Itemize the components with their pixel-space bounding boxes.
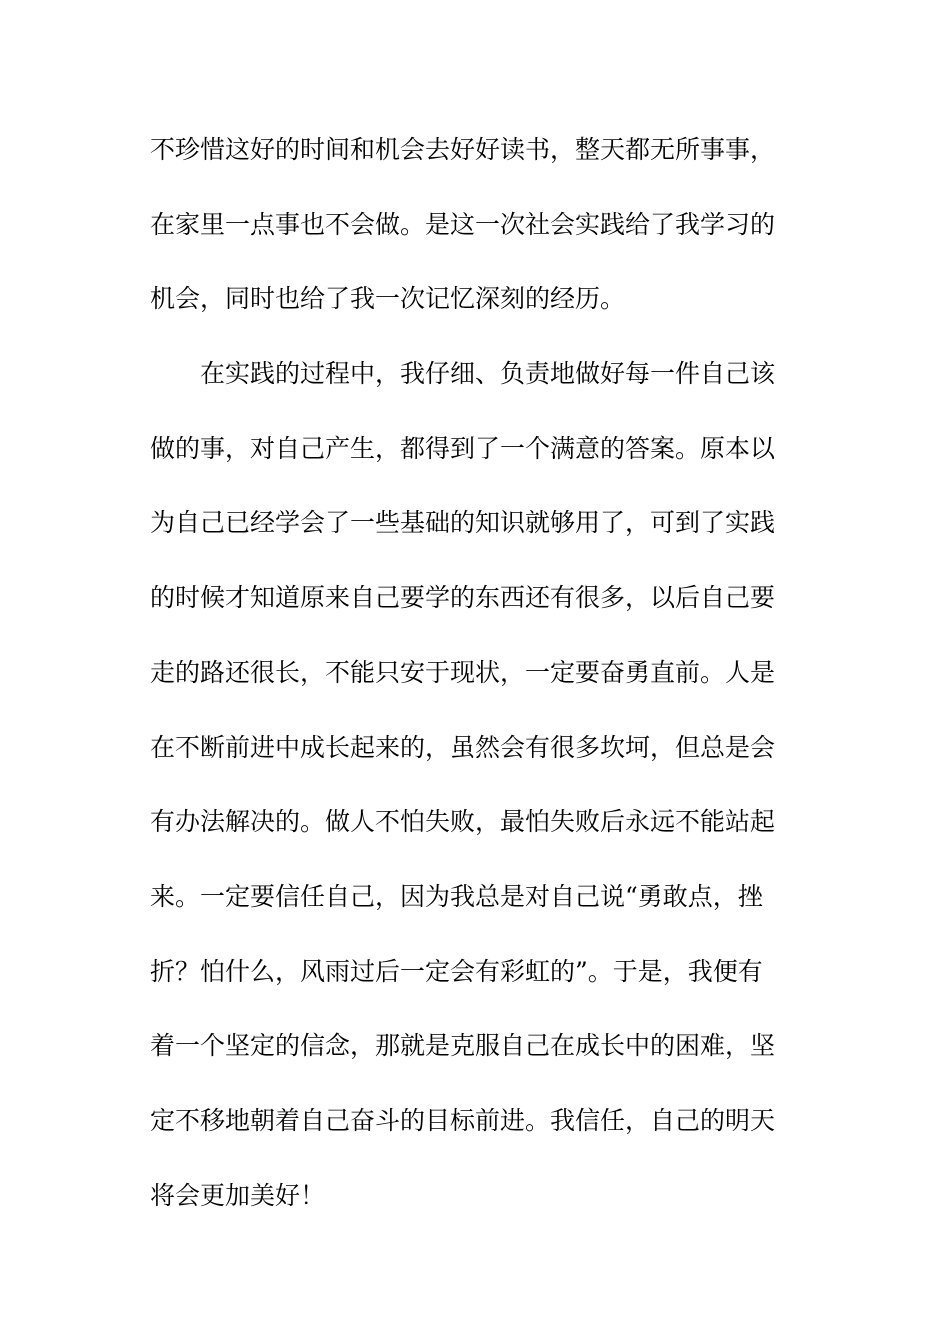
- text-line: 折？怕什么，风雨过后一定会有彩虹的”。于是，我便有: [150, 956, 763, 986]
- text-line: 做的事，对自己产生，都得到了一个满意的答案。原本以: [150, 433, 776, 463]
- text-line: 在不断前进中成长起来的，虽然会有很多坎坷，但总是会: [150, 732, 776, 762]
- text-line: 定不移地朝着自己奋斗的目标前进。我信任，自己的明天: [150, 1105, 776, 1135]
- text-line: 的时候才知道原来自己要学的东西还有很多，以后自己要: [150, 583, 776, 613]
- body-text: [150, 113, 800, 1233]
- text-line: 在实践的过程中，我仔细、负责地做好每一件自己该: [200, 359, 776, 389]
- text-line: 为自己已经学会了一些基础的知识就够用了，可到了实践: [150, 508, 776, 538]
- text-line: 来。一定要信任自己，因为我总是对自己说“勇敢点，挫: [150, 881, 763, 911]
- text-line: 在家里一点事也不会做。是这一次社会实践给了我学习的: [150, 209, 776, 239]
- text-line: 着一个坚定的信念，那就是克服自己在成长中的困难，坚: [150, 1031, 776, 1061]
- text-line: 不珍惜这好的时间和机会去好好读书，整天都无所事事，: [150, 135, 776, 164]
- text-line: 将会更加美好！: [150, 1180, 326, 1210]
- text-line: 走的路还很长，不能只安于现状，一定要奋勇直前。人是: [150, 657, 776, 687]
- text-line: 机会，同时也给了我一次记忆深刻的经历。: [150, 284, 626, 314]
- text-line: 有办法解决的。做人不怕失败，最怕失败后永远不能站起: [150, 807, 776, 837]
